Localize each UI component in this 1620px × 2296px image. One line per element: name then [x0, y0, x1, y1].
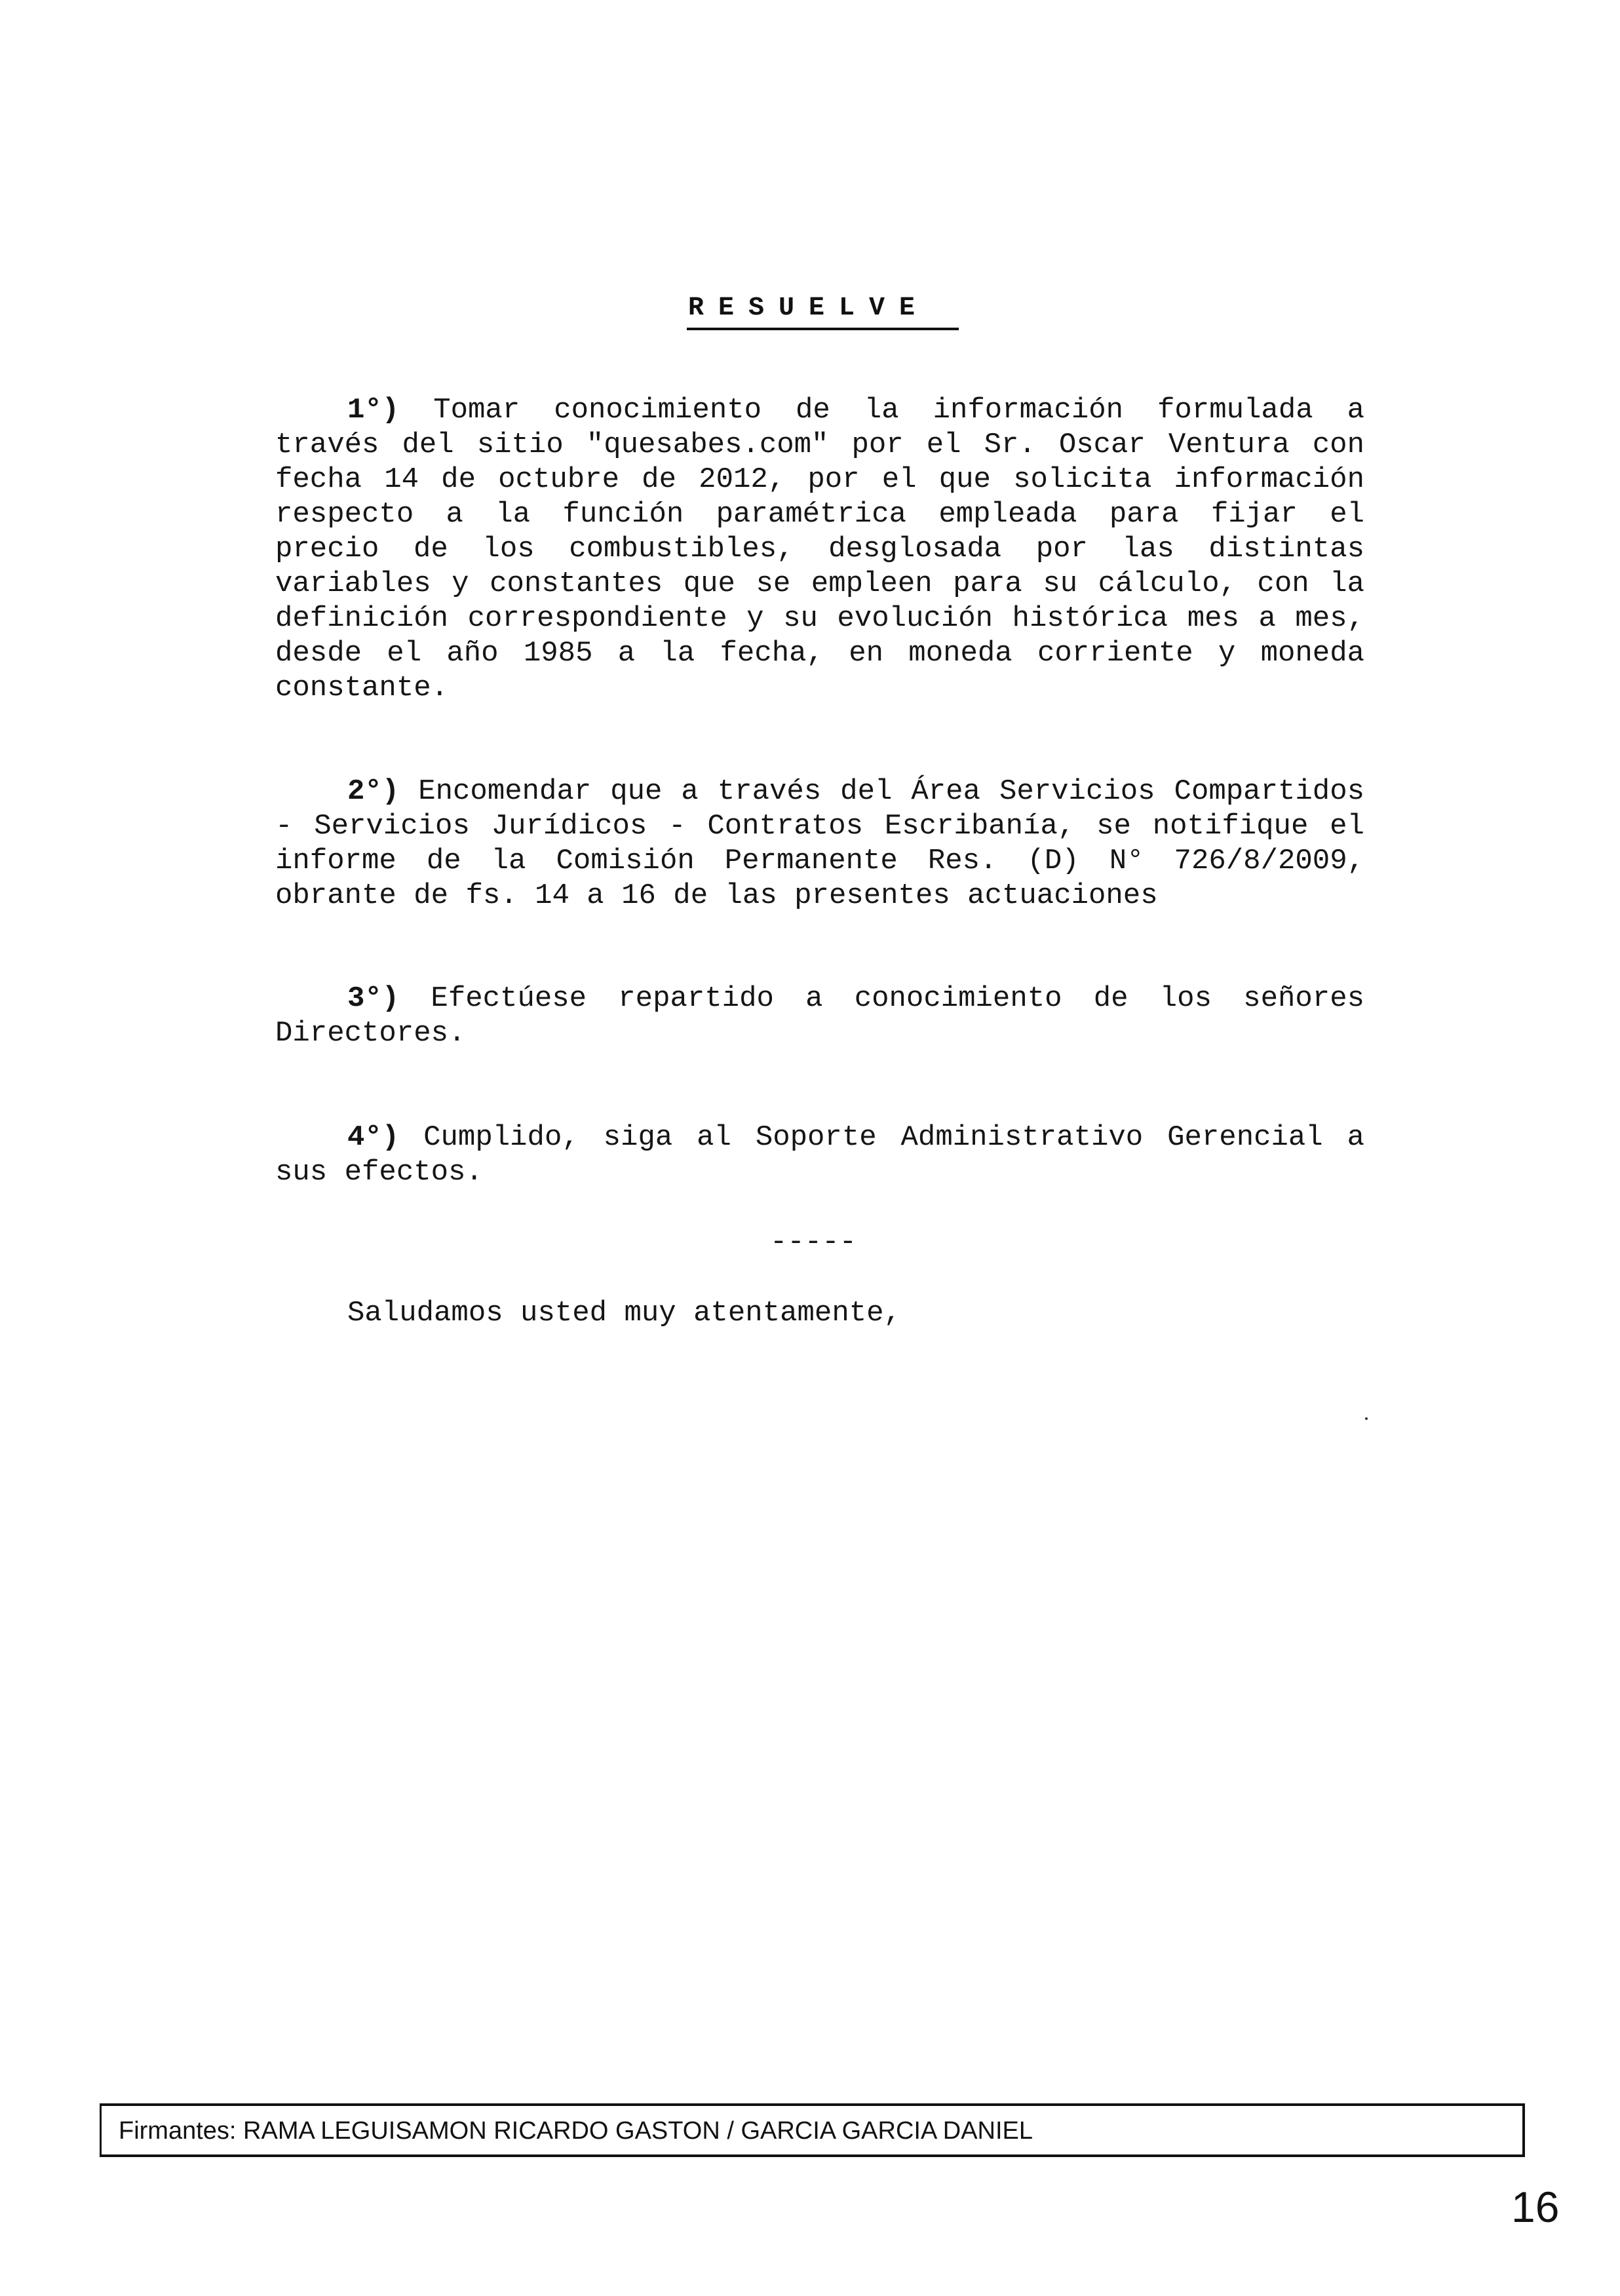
- resolution-item-4: [275, 1120, 1364, 1190]
- signers-box: Firmantes: RAMA LEGUISAMON RICARDO GASTON / GARCIA GARCIA DANIEL: [100, 2103, 1525, 2157]
- item-text: Encomendar que a través del Área Servicios Compartidos - Servicios Jurídicos - Contratos Escribanía, se notifique el informe de la Comisión Permanente Res. (D) N° 726/8/2009, obrante de fs. 14 a 16 de las presentes actuaciones: [275, 775, 1364, 912]
- resolution-item-2: [275, 775, 1364, 913]
- resolution-item-1: [275, 393, 1364, 706]
- resolution-item-3: [275, 982, 1364, 1051]
- item-number: 3°): [347, 982, 400, 1015]
- page-number: 16: [1511, 2183, 1560, 2231]
- title-underline: [687, 328, 959, 330]
- item-number: 1°): [347, 394, 400, 427]
- closing-salutation: Saludamos usted muy atentamente,: [347, 1297, 901, 1330]
- section-separator: -----: [770, 1226, 857, 1259]
- item-text: Cumplido, siga al Soporte Administrativo Gerencial a sus efectos.: [275, 1121, 1364, 1189]
- item-text: Tomar conocimiento de la información formulada a través del sitio "quesabes.com" por el Sr. Oscar Ventura con fecha 14 de octubre de 2012, por el que solicita información respecto a la función paramétrica empleada para fijar el precio de los combustibles, desglosada por las distintas variables y constantes que se empleen para su cálculo, con la definición correspondiente y su evolución histórica mes a mes, desde el año 1985 a la fecha, en moneda corriente y moneda constante.: [275, 394, 1365, 704]
- page-title: RESUELVE: [688, 294, 930, 323]
- item-number: 2°): [347, 775, 400, 808]
- item-text: Efectúese repartido a conocimiento de los señores Directores.: [275, 982, 1365, 1050]
- item-number: 4°): [347, 1121, 400, 1154]
- scan-speck: [1365, 1417, 1368, 1420]
